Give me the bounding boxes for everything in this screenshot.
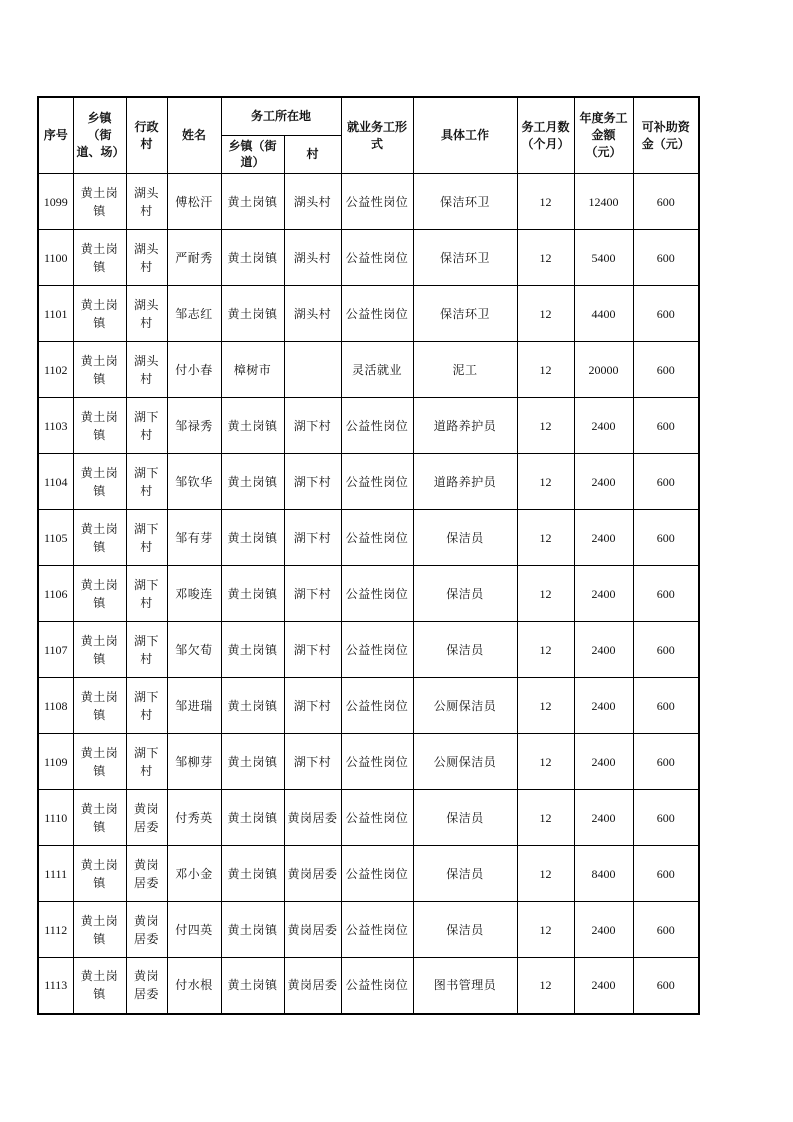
header-name: 姓名 [167, 97, 221, 174]
cell-work-village: 湖头村 [284, 230, 341, 286]
cell-township: 黄土岗镇 [73, 902, 126, 958]
cell-subsidy: 600 [633, 342, 699, 398]
cell-work-township: 黄土岗镇 [221, 510, 284, 566]
cell-annual-amount: 2400 [574, 622, 633, 678]
cell-employment-form: 灵活就业 [341, 342, 413, 398]
cell-serial: 1099 [38, 174, 73, 230]
table-row [38, 902, 699, 958]
cell-work-village: 黄岗居委 [284, 902, 341, 958]
header-job: 具体工作 [413, 97, 517, 174]
cell-work-village: 黄岗居委 [284, 958, 341, 1014]
cell-annual-amount: 2400 [574, 566, 633, 622]
cell-job: 道路养护员 [413, 398, 517, 454]
cell-work-township: 黄土岗镇 [221, 846, 284, 902]
cell-serial: 1100 [38, 230, 73, 286]
cell-village: 湖头村 [126, 342, 167, 398]
cell-subsidy: 600 [633, 286, 699, 342]
cell-annual-amount: 12400 [574, 174, 633, 230]
cell-serial: 1102 [38, 342, 73, 398]
cell-subsidy: 600 [633, 846, 699, 902]
cell-work-township: 黄土岗镇 [221, 398, 284, 454]
cell-township: 黄土岗镇 [73, 342, 126, 398]
cell-employment-form: 公益性岗位 [341, 622, 413, 678]
cell-work-village: 湖下村 [284, 566, 341, 622]
cell-work-village: 湖下村 [284, 454, 341, 510]
cell-work-township: 黄土岗镇 [221, 174, 284, 230]
cell-subsidy: 600 [633, 566, 699, 622]
cell-township: 黄土岗镇 [73, 790, 126, 846]
cell-village: 黄岗居委 [126, 958, 167, 1014]
cell-months: 12 [517, 790, 574, 846]
header-months: 务工月数（个月） [517, 97, 574, 174]
cell-village: 黄岗居委 [126, 846, 167, 902]
cell-serial: 1112 [38, 902, 73, 958]
header-work-township: 乡镇（街道） [221, 135, 284, 174]
table-row [38, 398, 699, 454]
cell-subsidy: 600 [633, 174, 699, 230]
cell-work-village: 湖下村 [284, 734, 341, 790]
cell-work-village: 黄岗居委 [284, 790, 341, 846]
header-work-village: 村 [284, 135, 341, 174]
cell-months: 12 [517, 622, 574, 678]
table-row [38, 678, 699, 734]
cell-name: 严耐秀 [167, 230, 221, 286]
cell-work-township: 黄土岗镇 [221, 286, 284, 342]
cell-work-village: 湖下村 [284, 510, 341, 566]
cell-work-township: 黄土岗镇 [221, 902, 284, 958]
table-row [38, 454, 699, 510]
cell-serial: 1111 [38, 846, 73, 902]
cell-subsidy: 600 [633, 958, 699, 1014]
header-serial: 序号 [38, 97, 73, 174]
cell-job: 保洁员 [413, 846, 517, 902]
cell-work-township: 樟树市 [221, 342, 284, 398]
cell-name: 邹钦华 [167, 454, 221, 510]
cell-work-township: 黄土岗镇 [221, 566, 284, 622]
cell-employment-form: 公益性岗位 [341, 790, 413, 846]
cell-name: 邹志红 [167, 286, 221, 342]
cell-work-village: 黄岗居委 [284, 846, 341, 902]
cell-township: 黄土岗镇 [73, 566, 126, 622]
cell-township: 黄土岗镇 [73, 510, 126, 566]
cell-subsidy: 600 [633, 622, 699, 678]
cell-serial: 1104 [38, 454, 73, 510]
cell-township: 黄土岗镇 [73, 622, 126, 678]
cell-name: 付水根 [167, 958, 221, 1014]
cell-subsidy: 600 [633, 454, 699, 510]
cell-employment-form: 公益性岗位 [341, 678, 413, 734]
header-village: 行政村 [126, 97, 167, 174]
cell-name: 邓小金 [167, 846, 221, 902]
employment-subsidy-table [37, 96, 700, 1015]
cell-annual-amount: 8400 [574, 846, 633, 902]
cell-months: 12 [517, 342, 574, 398]
cell-serial: 1109 [38, 734, 73, 790]
cell-serial: 1106 [38, 566, 73, 622]
cell-job: 图书管理员 [413, 958, 517, 1014]
cell-work-township: 黄土岗镇 [221, 230, 284, 286]
cell-employment-form: 公益性岗位 [341, 174, 413, 230]
cell-township: 黄土岗镇 [73, 174, 126, 230]
cell-serial: 1110 [38, 790, 73, 846]
cell-village: 湖下村 [126, 622, 167, 678]
cell-serial: 1105 [38, 510, 73, 566]
cell-name: 傅松汗 [167, 174, 221, 230]
cell-months: 12 [517, 174, 574, 230]
cell-village: 黄岗居委 [126, 790, 167, 846]
cell-months: 12 [517, 566, 574, 622]
cell-village: 湖下村 [126, 398, 167, 454]
table-row [38, 342, 699, 398]
cell-months: 12 [517, 286, 574, 342]
cell-work-village: 湖下村 [284, 622, 341, 678]
table-row [38, 734, 699, 790]
cell-annual-amount: 2400 [574, 510, 633, 566]
cell-annual-amount: 2400 [574, 790, 633, 846]
cell-employment-form: 公益性岗位 [341, 734, 413, 790]
cell-name: 邹有芽 [167, 510, 221, 566]
table-row [38, 566, 699, 622]
cell-job: 保洁员 [413, 902, 517, 958]
cell-job: 保洁环卫 [413, 174, 517, 230]
employment-subsidy-table-container [37, 96, 698, 1015]
cell-annual-amount: 20000 [574, 342, 633, 398]
cell-months: 12 [517, 902, 574, 958]
cell-job: 保洁环卫 [413, 286, 517, 342]
cell-employment-form: 公益性岗位 [341, 454, 413, 510]
cell-employment-form: 公益性岗位 [341, 566, 413, 622]
cell-serial: 1103 [38, 398, 73, 454]
cell-name: 付小春 [167, 342, 221, 398]
cell-township: 黄土岗镇 [73, 286, 126, 342]
cell-employment-form: 公益性岗位 [341, 846, 413, 902]
cell-township: 黄土岗镇 [73, 846, 126, 902]
cell-township: 黄土岗镇 [73, 398, 126, 454]
cell-township: 黄土岗镇 [73, 678, 126, 734]
cell-job: 道路养护员 [413, 454, 517, 510]
cell-subsidy: 600 [633, 398, 699, 454]
cell-annual-amount: 2400 [574, 454, 633, 510]
cell-subsidy: 600 [633, 790, 699, 846]
cell-village: 湖下村 [126, 510, 167, 566]
cell-employment-form: 公益性岗位 [341, 510, 413, 566]
cell-months: 12 [517, 230, 574, 286]
cell-employment-form: 公益性岗位 [341, 286, 413, 342]
cell-name: 邹欠荀 [167, 622, 221, 678]
header-work-location: 务工所在地 [221, 97, 341, 135]
cell-job: 保洁员 [413, 790, 517, 846]
cell-village: 湖下村 [126, 734, 167, 790]
cell-name: 邹柳芽 [167, 734, 221, 790]
cell-annual-amount: 2400 [574, 678, 633, 734]
table-row [38, 230, 699, 286]
cell-annual-amount: 2400 [574, 958, 633, 1014]
cell-township: 黄土岗镇 [73, 454, 126, 510]
cell-months: 12 [517, 678, 574, 734]
header-annual-amount: 年度务工金额（元） [574, 97, 633, 174]
cell-township: 黄土岗镇 [73, 958, 126, 1014]
cell-employment-form: 公益性岗位 [341, 398, 413, 454]
cell-name: 付四英 [167, 902, 221, 958]
cell-months: 12 [517, 398, 574, 454]
table-row [38, 286, 699, 342]
cell-serial: 1108 [38, 678, 73, 734]
cell-village: 黄岗居委 [126, 902, 167, 958]
cell-serial: 1107 [38, 622, 73, 678]
table-row [38, 174, 699, 230]
cell-subsidy: 600 [633, 678, 699, 734]
cell-work-township: 黄土岗镇 [221, 734, 284, 790]
cell-serial: 1101 [38, 286, 73, 342]
cell-annual-amount: 2400 [574, 734, 633, 790]
header-township: 乡镇（街道、场） [73, 97, 126, 174]
table-row [38, 790, 699, 846]
cell-work-township: 黄土岗镇 [221, 790, 284, 846]
cell-job: 保洁员 [413, 566, 517, 622]
cell-serial: 1113 [38, 958, 73, 1014]
cell-village: 湖头村 [126, 230, 167, 286]
header-employment-form: 就业务工形式 [341, 97, 413, 174]
cell-work-village: 湖头村 [284, 286, 341, 342]
cell-annual-amount: 2400 [574, 902, 633, 958]
cell-months: 12 [517, 734, 574, 790]
cell-work-village: 湖下村 [284, 678, 341, 734]
cell-work-village [284, 342, 341, 398]
cell-work-village: 湖头村 [284, 174, 341, 230]
cell-job: 保洁员 [413, 510, 517, 566]
cell-work-village: 湖下村 [284, 398, 341, 454]
cell-name: 邓唆连 [167, 566, 221, 622]
cell-months: 12 [517, 846, 574, 902]
cell-subsidy: 600 [633, 510, 699, 566]
cell-job: 保洁员 [413, 622, 517, 678]
cell-employment-form: 公益性岗位 [341, 230, 413, 286]
table-row [38, 622, 699, 678]
cell-annual-amount: 4400 [574, 286, 633, 342]
cell-name: 邹进瑞 [167, 678, 221, 734]
cell-subsidy: 600 [633, 734, 699, 790]
cell-village: 湖下村 [126, 566, 167, 622]
table-header [38, 97, 699, 174]
cell-annual-amount: 5400 [574, 230, 633, 286]
cell-village: 湖头村 [126, 174, 167, 230]
cell-work-township: 黄土岗镇 [221, 958, 284, 1014]
cell-job: 泥工 [413, 342, 517, 398]
cell-village: 湖下村 [126, 678, 167, 734]
cell-employment-form: 公益性岗位 [341, 958, 413, 1014]
cell-job: 保洁环卫 [413, 230, 517, 286]
cell-township: 黄土岗镇 [73, 734, 126, 790]
table-row [38, 846, 699, 902]
cell-township: 黄土岗镇 [73, 230, 126, 286]
cell-work-township: 黄土岗镇 [221, 454, 284, 510]
cell-village: 湖下村 [126, 454, 167, 510]
cell-name: 邹禄秀 [167, 398, 221, 454]
table-body [38, 174, 699, 1014]
cell-job: 公厕保洁员 [413, 734, 517, 790]
cell-subsidy: 600 [633, 902, 699, 958]
cell-subsidy: 600 [633, 230, 699, 286]
cell-annual-amount: 2400 [574, 398, 633, 454]
cell-job: 公厕保洁员 [413, 678, 517, 734]
cell-months: 12 [517, 510, 574, 566]
cell-work-township: 黄土岗镇 [221, 678, 284, 734]
cell-village: 湖头村 [126, 286, 167, 342]
cell-employment-form: 公益性岗位 [341, 902, 413, 958]
cell-name: 付秀英 [167, 790, 221, 846]
cell-months: 12 [517, 958, 574, 1014]
cell-months: 12 [517, 454, 574, 510]
cell-work-township: 黄土岗镇 [221, 622, 284, 678]
table-row [38, 958, 699, 1014]
table-row [38, 510, 699, 566]
header-subsidy: 可补助资金（元） [633, 97, 699, 174]
